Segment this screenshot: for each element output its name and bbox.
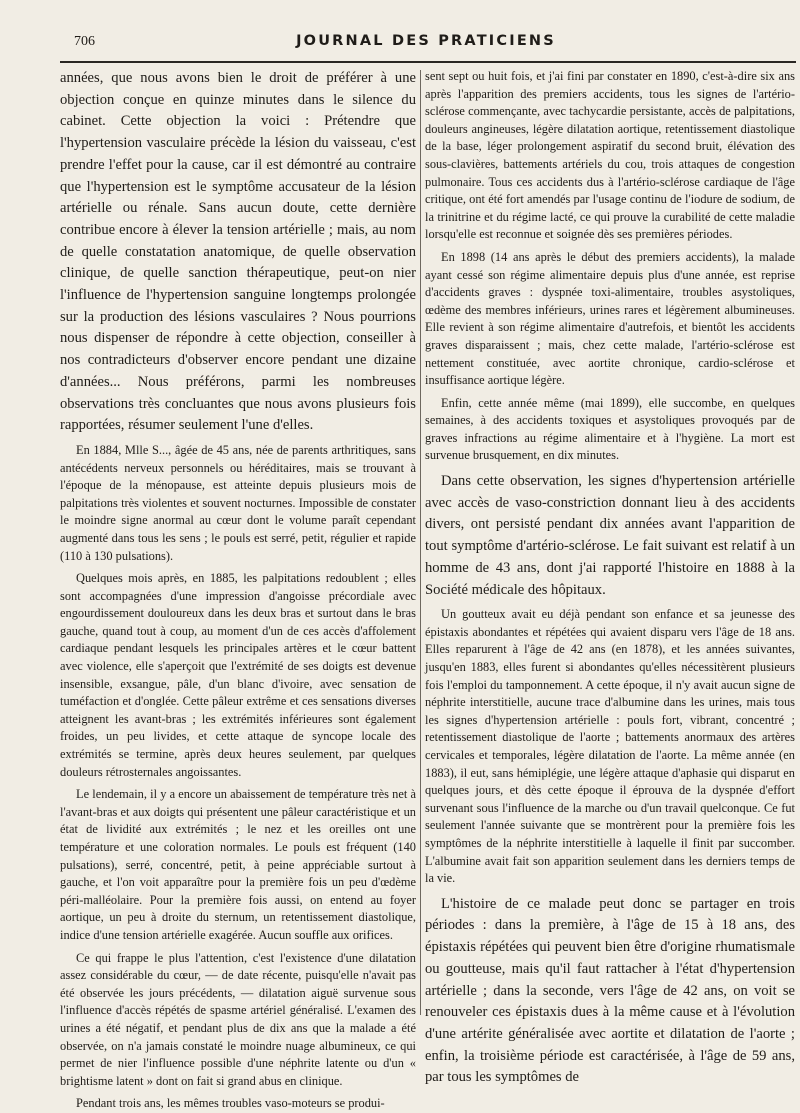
- body-paragraph: L'histoire de ce malade peut donc se partager en trois périodes : dans la première, à l'âge de 15 à 18 ans, des épistaxis répétées qui peuvent bien être d'origine rhumatismale ou goutteuse, mais qu'il faut rattacher à l'état d'hypertension artérielle ; dans la seconde, vers l'âge de 42 ans, on voit se renouveler ces épistaxis dues à la même cause et à l'évolution d'une artérite généralisée avec aortite et dilatation de l'aorte ; enfin, la troisième période est caractérisée, à l'âge de 59 ans, par tous les symptômes de: [425, 895, 795, 1086]
- body-paragraph: Dans cette observation, les signes d'hypertension artérielle avec accès de vaso-constriction donnant lieu à des accidents divers, ont persisté pendant dix années avant l'apparition de tout symptôme d'artério-sclérose. Le fait suivant est relatif à un homme de 43 ans, dont j'ai rapporté l'histoire en 1888 à la Société médicale des hôpitaux.: [425, 473, 795, 598]
- case-paragraph: Quelques mois après, en 1885, les palpitations redoublent ; elles sont accompagnées d'une impression d'angoisse précordiale avec engourdissement douloureux dans les deux bras et surtout dans le bras gauche, quand tout à coup, au moment d'un de ces accès d'affolement cardiaque pendant lesquels les principales artères et le cœur battent avec violence, elle s'aperçoit que l'extrémité de ses doigts est devenue insensible, exsangue, pâle, d'un blanc d'ivoire, avec sensation de tuméfaction et d'onglée. Cette pâleur extrême et ces sensations diverses atteignent les avant-bras ; les extrémités inférieures sont également froides, un peu livides, et cette attaque de syncope locale des extrémités se termine, après deux heures seulement, par quelques douleurs rétrosternales angoissantes.: [60, 571, 416, 779]
- case-paragraph: sent sept ou huit fois, et j'ai fini par constater en 1890, c'est-à-dire six ans après l'apparition des premiers accidents, tous les signes de l'artério-sclérose commençante, avec tachycardie persistante, accès de palpitations, douleurs angineuses, légère dilatation aortique, retentissement diastolique de la base, léger prolongement aspiratif du second bruit, élévation des sous-clavières, battements artériels du cou, trois attaques de congestion pulmonaire. Tous ces accidents dus à l'artério-sclérose cardiaque de l'âge critique, ont été fort amendés par l'usage continu de l'iodure de sodium, de la trinitrine et du régime lacté, ce qui prouve la curabilité de cette maladie lorsqu'elle est reconnue et soignée dès ses premières périodes.: [425, 69, 795, 242]
- case-paragraph: Le lendemain, il y a encore un abaissement de température très net à l'avant-bras et aux doigts qui présentent une pâleur caractéristique et un état de lividité aux extrémités ; le nez et les oreilles ont une température et une coloration normales. Le pouls est fréquent (140 pulsations), serré, concentré, petit, à peine appréciable surtout à gauche, et l'on voit apparaître pour la première fois un peu d'œdème péri-malléolaire. Pour la première fois aussi, on entend au foyer aortique, un peu à droite du sternum, un retentissement diastolique, indice d'une tension artérielle exagérée. Aucun souffle aux orifices.: [60, 787, 416, 942]
- header-rule: [60, 61, 796, 63]
- case-paragraph: En 1898 (14 ans après le début des premiers accidents), la malade ayant cessé son régime alimentaire depuis plus d'une année, est reprise d'accidents graves : dyspnée toxi-alimentaire, troubles asystoliques, œdème des membres inférieurs, urines rares et légèrement albumineuses. Elle revient à son régime alimentaire d'autrefois, et bientôt les accidents graves disparaissent ; mais, chez cette malade, l'artério-sclérose est nettement constituée, avec aortite chronique, cardio-sclérose et insuffisance aortique légère.: [425, 249, 795, 388]
- case-paragraph: Un goutteux avait eu déjà pendant son enfance et sa jeunesse des épistaxis abondantes et répétées qui avaient disparu vers l'âge de 18 ans. Elles reparurent à l'âge de 42 ans (en 1878), et les années suivantes, jusqu'en 1883, elles furent si abondantes qu'elles nécessitèrent plusieurs fois l'emploi du tamponnement. A cette époque, il n'y avait aucun signe de néphrite interstitielle, aucune trace d'albumine dans les urines, mais tous les signes d'hypertension artérielle : pouls fort, vibrant, concentré ; retentissement diastolique de l'aorte ; battements anormaux des artères cervicales et temporales, légère dilatation de l'aorte. La même année (en 1883), il eut, sans hémiplégie, une légère attaque d'aphasie qui disparut en quelques jours, et dès cette époque il éprouva de la dyspnée d'effort survenant sous l'influence de la marche ou d'un travail quelconque. Ce fut seulement l'année suivante que se montrèrent pour la première fois les symptômes de la néphrite interstitielle à laquelle il finit par succomber. L'albumine avait fait son apparition seulement dans les derniers temps de la vie.: [425, 607, 795, 886]
- case-paragraph: Ce qui frappe le plus l'attention, c'est l'existence d'une dilatation assez considérable du cœur, — de date récente, puisqu'elle n'avait pas été observée les jours précédents, — dilatation aiguë survenue sous l'influence d'accès répétés de spasme artériel généralisé. L'examen des urines a été négatif, et pendant plus de dix ans que la malade a été observée, on n'a jamais constaté le moindre nuage albumineux, ce qui permet de nier l'influence possible d'une néphrite latente ou d'un « brightisme latent » dont on fait si grand abus en clinique.: [60, 950, 416, 1088]
- body-paragraph: années, que nous avons bien le droit de préférer à une objection conçue en quinze minutes dans le silence du cabinet. Cette objection la voici : Prétendre que l'hypertension vasculaire précède la lésion du vaisseau, c'est prendre l'effet pour la cause, car il est démontré au contraire que l'hypertension est le symptôme accusateur de la lésion artérielle ou rénale. Sans aucun doute, cette dernière contribue encore à élever la tension artérielle ; mais, au nom de quelle constatation anatomique, de quelle observation clinique, de quelle sanction thérapeutique, peut-on nier l'influence de l'hypertension sanguine longtemps prolongée sur la production des lésions vasculaires ? Nous pourrions nous dispenser de répondre à cette objection, conseiller à nos contradicteurs d'observer encore pendant une dizaine d'années... Nous préférons, parmi les nombreuses observations très concluantes que nous avons plusieurs fois rapportées, résumer seulement l'une d'elles.: [60, 70, 416, 434]
- case-paragraph: En 1884, Mlle S..., âgée de 45 ans, née de parents arthritiques, sans antécédents nerveux personnels ou héréditaires, mais se trouvant à l'époque de la ménopause, est atteinte depuis plusieurs mois de palpitations très violentes et souvent nocturnes. Impossible de constater le moindre signe anormal au cœur dont le volume paraît cependant augmenté dans tous les sens ; le pouls est serré, petit, régulier et rapide (110 à 130 pulsations).: [60, 442, 416, 563]
- case-paragraph: Pendant trois ans, les mêmes troubles vaso-moteurs se produi-: [76, 1096, 385, 1111]
- page-number: 706: [74, 34, 95, 49]
- column-divider: [420, 70, 421, 1015]
- left-column: [60, 68, 416, 1111]
- right-column: [425, 68, 795, 1086]
- case-paragraph: Enfin, cette année même (mai 1899), elle succombe, en quelques semaines, à des accidents toxiques et asystoliques provoqués par de graves infractions au régime alimentaire et à l'hygiène. La mort est survenue brusquement, en dix minutes.: [425, 395, 795, 463]
- page-header: [60, 32, 792, 58]
- journal-title: JOURNAL DES PRATICIENS: [296, 33, 556, 49]
